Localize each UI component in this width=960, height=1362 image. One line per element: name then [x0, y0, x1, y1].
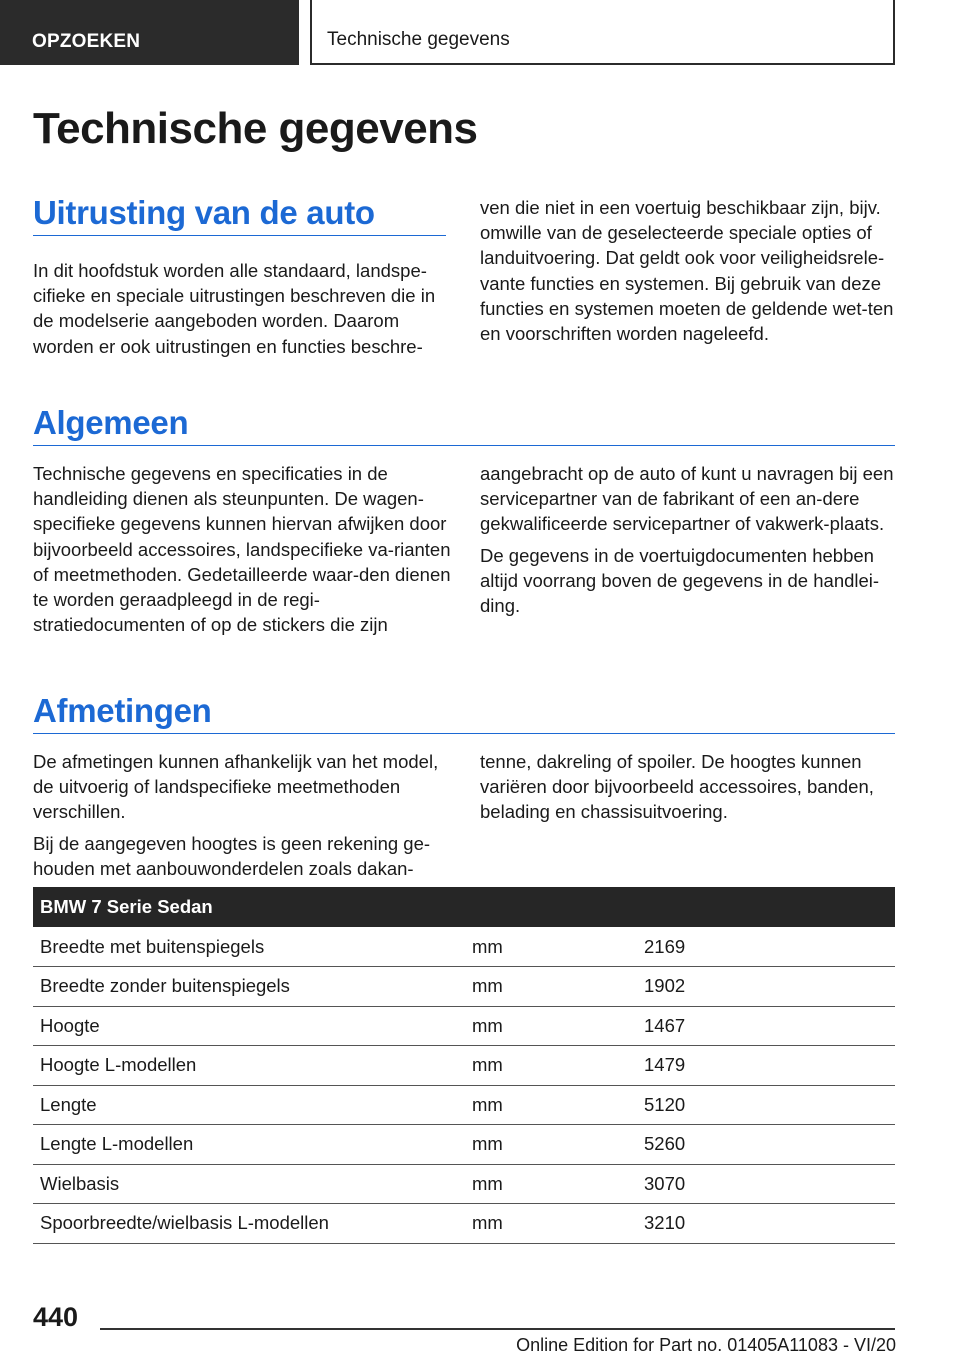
footer-edition-text: Online Edition for Part no. 01405A11083 - VI/20	[516, 1335, 896, 1355]
row-label: Breedte zonder buitenspiegels	[40, 975, 290, 997]
algemeen-column-2	[480, 461, 900, 618]
row-label: Lengte L-modellen	[40, 1133, 194, 1155]
table-header	[33, 887, 895, 927]
row-label: Hoogte	[40, 1014, 100, 1036]
page-title: Technische gegevens	[33, 104, 478, 153]
row-value: 5120	[644, 1093, 686, 1115]
row-unit: mm	[472, 1133, 503, 1155]
table-title: BMW 7 Serie Sedan	[40, 896, 213, 917]
paragraph: Technische gegevens en specificaties in de handleiding dienen als steunpunten. De wagen-specifieke gegevens kunnen hiervan afwijken door bijvoorbeeld accessoires, landspecifieke va-rianten of meetmethoden. Gedetailleerde waar-den dienen te worden geraadpleegd in de regi-stratiedocumenten of op de stickers die zijn	[33, 463, 451, 636]
section-heading-algemeen: Algemeen	[33, 404, 189, 441]
dimensions-table	[33, 887, 895, 1244]
row-unit: mm	[472, 935, 503, 957]
row-label: Wielbasis	[40, 1172, 120, 1194]
paragraph: De afmetingen kunnen afhankelijk van het model, de uitvoerig of landspecifieke meetmethoden verschillen.	[33, 751, 439, 823]
paragraph: ven die niet in een voertuig beschikbaar zijn, bijv. omwille van de geselecteerde speciale opties of landuitvoering. Dat geldt ook voor veiligheidsrele-vante functies en systemen. Bij gebruik van deze functies en systemen moeten de geldende wet-ten en voorschriften worden nageleefd.	[480, 197, 894, 345]
chapter-tab[interactable]	[310, 0, 895, 65]
table-row	[33, 1046, 895, 1086]
paragraph: aangebracht op de auto of kunt u navragen bij een servicepartner van de fabrikant of een an-dere gekwalificeerde servicepartner of vakwerk-plaats.	[480, 463, 894, 535]
row-unit: mm	[472, 1172, 503, 1194]
paragraph: De gegevens in de voertuigdocumenten hebben altijd voorrang boven de gegevens in de handlei-ding.	[480, 544, 880, 617]
row-label: Hoogte L-modellen	[40, 1054, 197, 1076]
row-value: 1902	[644, 975, 686, 997]
page-number: 440	[33, 1302, 79, 1332]
afmetingen-column-1	[33, 749, 453, 881]
section-rule-uitrusting	[33, 235, 446, 236]
section-tab-label: OPZOEKEN	[32, 31, 141, 52]
table-row	[33, 1204, 895, 1244]
algemeen-column-1	[33, 461, 453, 637]
paragraph: In dit hoofdstuk worden alle standaard, landspe-cifieke en speciale uitrustingen beschreven die in de modelserie aangeboden worden. Daarom worden er ook uitrustingen en functies beschre-	[33, 260, 436, 357]
afmetingen-column-2	[480, 749, 900, 825]
row-value: 5260	[644, 1133, 686, 1155]
section-rule-algemeen	[33, 445, 895, 446]
row-value: 2169	[644, 935, 686, 957]
row-unit: mm	[472, 1014, 503, 1036]
table-row	[33, 967, 895, 1007]
footer-rule	[100, 1328, 895, 1330]
paragraph: Bij de aangegeven hoogtes is geen rekening ge-houden met aanbouwonderdelen zoals dakan-	[33, 832, 431, 879]
row-label: Breedte met buitenspiegels	[40, 935, 265, 957]
table-row	[33, 927, 895, 967]
table-row	[33, 1006, 895, 1046]
row-unit: mm	[472, 1212, 503, 1234]
section-heading-afmetingen: Afmetingen	[33, 692, 212, 729]
row-value: 3210	[644, 1212, 686, 1234]
row-label: Spoorbreedte/wielbasis L-modellen	[40, 1212, 329, 1234]
table-row	[33, 1125, 895, 1165]
row-value: 1479	[644, 1054, 686, 1076]
row-label: Lengte	[40, 1093, 97, 1115]
section-heading-uitrusting: Uitrusting van de auto	[33, 194, 375, 231]
uitrusting-column-2	[480, 195, 900, 346]
chapter-tab-label: Technische gegevens	[327, 29, 510, 50]
row-unit: mm	[472, 975, 503, 997]
section-rule-afmetingen	[33, 733, 895, 734]
row-unit: mm	[472, 1093, 503, 1115]
row-value: 3070	[644, 1172, 686, 1194]
table-row	[33, 1164, 895, 1204]
section-tab[interactable]	[0, 0, 299, 65]
uitrusting-column-1	[33, 258, 453, 359]
paragraph: tenne, dakreling of spoiler. De hoogtes kunnen variëren door bijvoorbeeld accessoires, banden, belading en chassisuitvoering.	[480, 751, 874, 823]
row-unit: mm	[472, 1054, 503, 1076]
table-row	[33, 1085, 895, 1125]
row-value: 1467	[644, 1014, 686, 1036]
